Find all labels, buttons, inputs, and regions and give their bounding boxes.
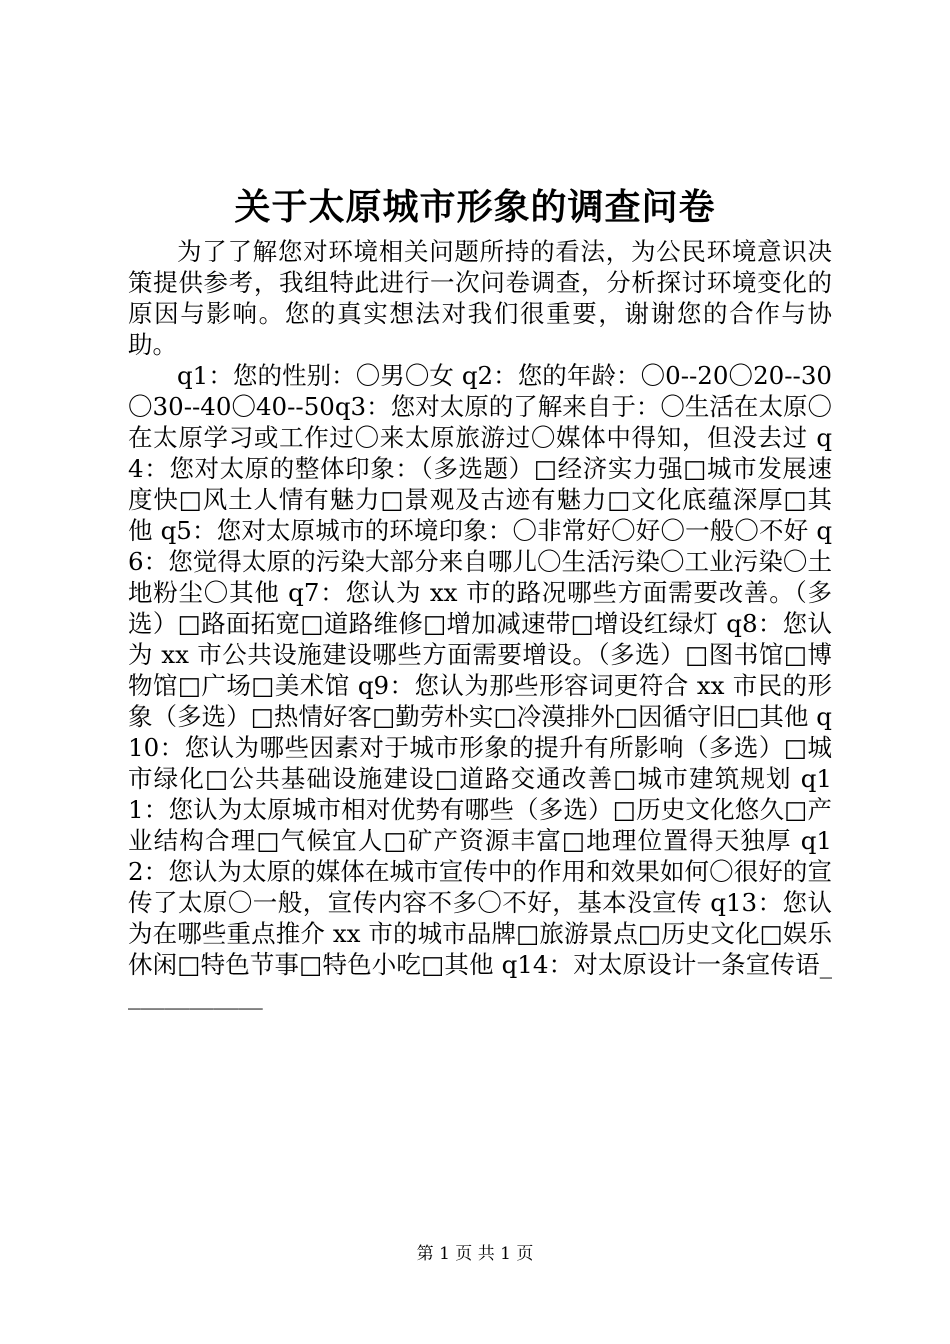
page-footer: 第 1 页 共 1 页 bbox=[416, 1244, 534, 1264]
document-body bbox=[128, 236, 832, 1011]
intro-paragraph: 为了了解您对环境相关问题所持的看法，为公民环境意识决策提供参考，我组特此进行一次问卷调查，分析探讨环境变化的原因与影响。您的真实想法对我们很重要，谢谢您的合作与协助。 bbox=[128, 237, 832, 359]
document-title: 关于太原城市形象的调查问卷 bbox=[234, 186, 716, 228]
questions-paragraph: q1：您的性别：〇男〇女 q2：您的年龄：〇0--20〇20--30〇30--40〇40--50q3：您对太原的了解来自于：〇生活在太原〇在太原学习或工作过〇来太原旅游过〇媒体中得知，但没去过 q4：您对太原的整体印象：（多选题）□经济实力强□城市发展速度快□风土人情有魅力□景观及古迹有魅力□文化底蕴深厚□其他 q5：您对太原城市的环境印象：〇非常好〇好〇一般〇不好 q6：您觉得太原的污染大部分来自哪儿〇生活污染〇工业污染〇土地粉尘〇其他 q7：您认为 xx 市的路况哪些方面需要改善。（多选）□路面拓宽□道路维修□增加减速带□增设红绿灯 q8：您认为 xx 市公共设施建设哪些方面需要增设。（多选）□图书馆□博物馆□广场□美术馆 q9：您认为那些形容词更符合 xx 市民的形象（多选）□热情好客□勤劳朴实□冷漠排外□因循守旧□其他 q10：您认为哪些因素对于城市形象的提升有所影响（多选）□城市绿化□公共基础设施建设□道路交通改善□城市建筑规划 q11：您认为太原城市相对优势有哪些（多选）□历史文化悠久□产业结构合理□气候宜人□矿产资源丰富□地理位置得天独厚 q12：您认为太原的媒体在城市宣传中的作用和效果如何〇很好的宣传了太原〇一般，宣传内容不多〇不好，基本没宣传 q13：您认为在哪些重点推介 xx 市的城市品牌□旅游景点□历史文化□娱乐休闲□特色节事□特色小吃□其他 q14：对太原设计一条宣传语____________ bbox=[128, 361, 832, 1010]
